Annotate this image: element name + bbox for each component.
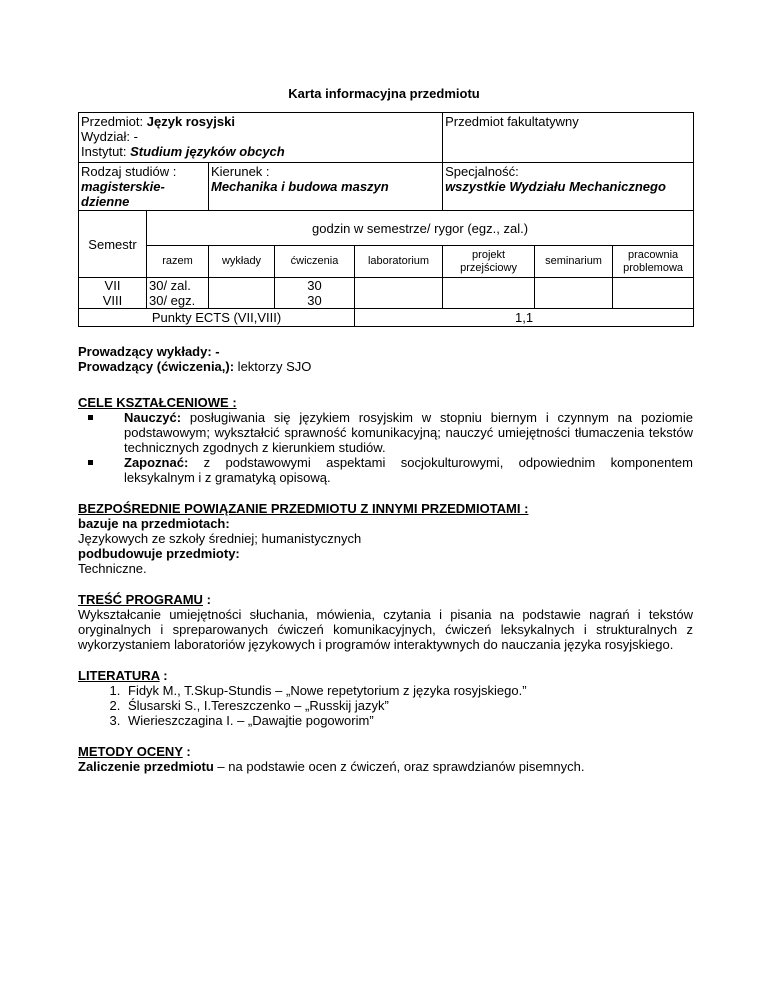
bullet-icon [88, 460, 93, 465]
instructors-section [78, 344, 693, 374]
based-on-label: bazuje na przedmiotach: [78, 516, 230, 531]
semester-header: Semestr [88, 236, 137, 252]
goals-heading: CELE KSZTAŁCENIOWE [78, 395, 229, 410]
semester-vii: VII [79, 278, 147, 294]
hours-header-cell [147, 211, 694, 246]
based-on-value: Językowych ze szkoły średniej; humanistycznych [78, 531, 362, 546]
exercises-viii: 30 [275, 293, 355, 309]
col-header-pracownia: pracownia problemowa [613, 246, 694, 278]
field-of-study-value: Mechanika i budowa maszyn [211, 179, 389, 194]
col-header-projekt: projekt przejściowy [443, 246, 535, 278]
goals-section [78, 395, 693, 485]
exercise-instructor-value: lektorzy SJO [234, 359, 312, 374]
study-type-label: Rodzaj studiów : [81, 164, 177, 179]
assessment-heading: METODY OCENY [78, 744, 183, 759]
literature-heading-suffix: : [159, 668, 168, 683]
specialization-cell [443, 163, 694, 211]
institute-value: Studium języków obcych [130, 144, 285, 159]
semester-viii: VIII [79, 293, 147, 309]
goal-lead: Zapoznać: [124, 455, 189, 470]
col-header-razem: razem [147, 246, 209, 278]
col-header-cwiczenia: ćwiczenia [275, 246, 355, 278]
ects-value-cell [355, 309, 694, 327]
program-section [78, 592, 693, 652]
table-row [79, 293, 694, 309]
specialization-label: Specjalność: [445, 164, 519, 179]
institute-label: Instytut: [81, 144, 131, 159]
total-viii: 30/ egz. [147, 293, 209, 309]
specialization-value: wszystkie Wydziału Mechanicznego [445, 179, 666, 194]
total-vii: 30/ zal. [147, 278, 209, 294]
supports-label: podbudowuje przedmioty: [78, 546, 240, 561]
assessment-lead: Zaliczenie przedmiotu [78, 759, 214, 774]
list-item [124, 410, 693, 455]
study-type-value: magisterskie-dzienne [81, 179, 165, 209]
supports-value: Techniczne. [78, 561, 147, 576]
ects-label: Punkty ECTS (VII,VIII) [151, 310, 282, 325]
list-item: 1. Fidyk M., T.Skup-Stundis – „Nowe repetytorium z języka rosyjskiego.” [124, 683, 693, 698]
elective-cell [443, 113, 694, 163]
course-info-table [78, 112, 694, 327]
goals-heading-suffix: : [228, 395, 237, 410]
ects-label-cell [79, 309, 355, 327]
list-item: 2. Ślusarski S., I.Tereszczenko – „Russkij jazyk” [124, 698, 693, 713]
assessment-text: – na podstawie ocen z ćwiczeń, oraz sprawdzianów pisemnych. [213, 759, 585, 774]
assessment-heading-suffix: : [182, 744, 191, 759]
subject-info-cell [79, 113, 443, 163]
study-type-cell [79, 163, 209, 211]
semester-header-cell [79, 211, 147, 278]
field-of-study-cell [209, 163, 443, 211]
ects-value: 1,1 [515, 310, 534, 325]
assessment-section [78, 744, 693, 774]
literature-section [78, 668, 693, 728]
relations-section [78, 501, 693, 576]
hours-header: godzin w semestrze/ rygor (egz., zal.) [312, 220, 529, 236]
field-of-study-label: Kierunek : [211, 164, 270, 179]
exercise-instructor-label: Prowadzący (ćwiczenia,): [78, 359, 235, 374]
table-row [79, 278, 694, 294]
goal-text: z podstawowymi aspektami socjokulturowymi, odpowiednim komponentem leksykalnym i z gramatyką opisową. [124, 455, 693, 485]
list-item: 3. Wierieszczagina I. – „Dawajtie pogoworim” [124, 713, 693, 728]
literature-heading: LITERATURA [78, 668, 160, 683]
faculty-label: Wydział: [81, 129, 134, 144]
subject-value: Język rosyjski [146, 114, 235, 129]
relations-heading: BEZPOŚREDNIE POWIĄZANIE PRZEDMIOTU Z INNYMI PRZEDMIOTAMI [78, 501, 521, 516]
col-header-laboratorium: laboratorium [355, 246, 443, 278]
document-body [78, 344, 693, 774]
program-heading: TREŚĆ PROGRAMU [78, 592, 203, 607]
col-header-wyklady: wykłady [209, 246, 275, 278]
col-header-seminarium: seminarium [535, 246, 613, 278]
subject-label: Przedmiot: [81, 114, 147, 129]
bullet-icon [88, 415, 93, 420]
relations-heading-suffix: : [520, 501, 529, 516]
faculty-value: - [133, 129, 138, 144]
goal-text: posługiwania się językiem rosyjskim w stopniu biernym i czynnym na poziomie podstawowym; wykształcić sprawność komunikacyjną; nauczyć umiejętności tłumaczenia tekstów technicznych zgodnych z kierunkiem studiów. [124, 410, 693, 455]
exercises-vii: 30 [275, 278, 355, 294]
program-heading-suffix: : [202, 592, 211, 607]
goal-lead: Nauczyć: [124, 410, 182, 425]
elective-label: Przedmiot fakultatywny [445, 114, 579, 129]
list-item [124, 455, 693, 485]
document-title: Karta informacyjna przedmiotu [288, 86, 480, 101]
program-text: Wykształcanie umiejętności słuchania, mówienia, czytania i pisania na podstawie nagrań i tekstów oryginalnych i spreparowanych ćwiczeń komunikacyjnych, ćwiczeń leksykalnych i strukturalnych z wykorzystaniem laboratoriów językowych i programów interaktywnych do nauczania języka rosyjskiego. [78, 607, 693, 652]
lecturer-label: Prowadzący wykłady: - [78, 344, 220, 359]
